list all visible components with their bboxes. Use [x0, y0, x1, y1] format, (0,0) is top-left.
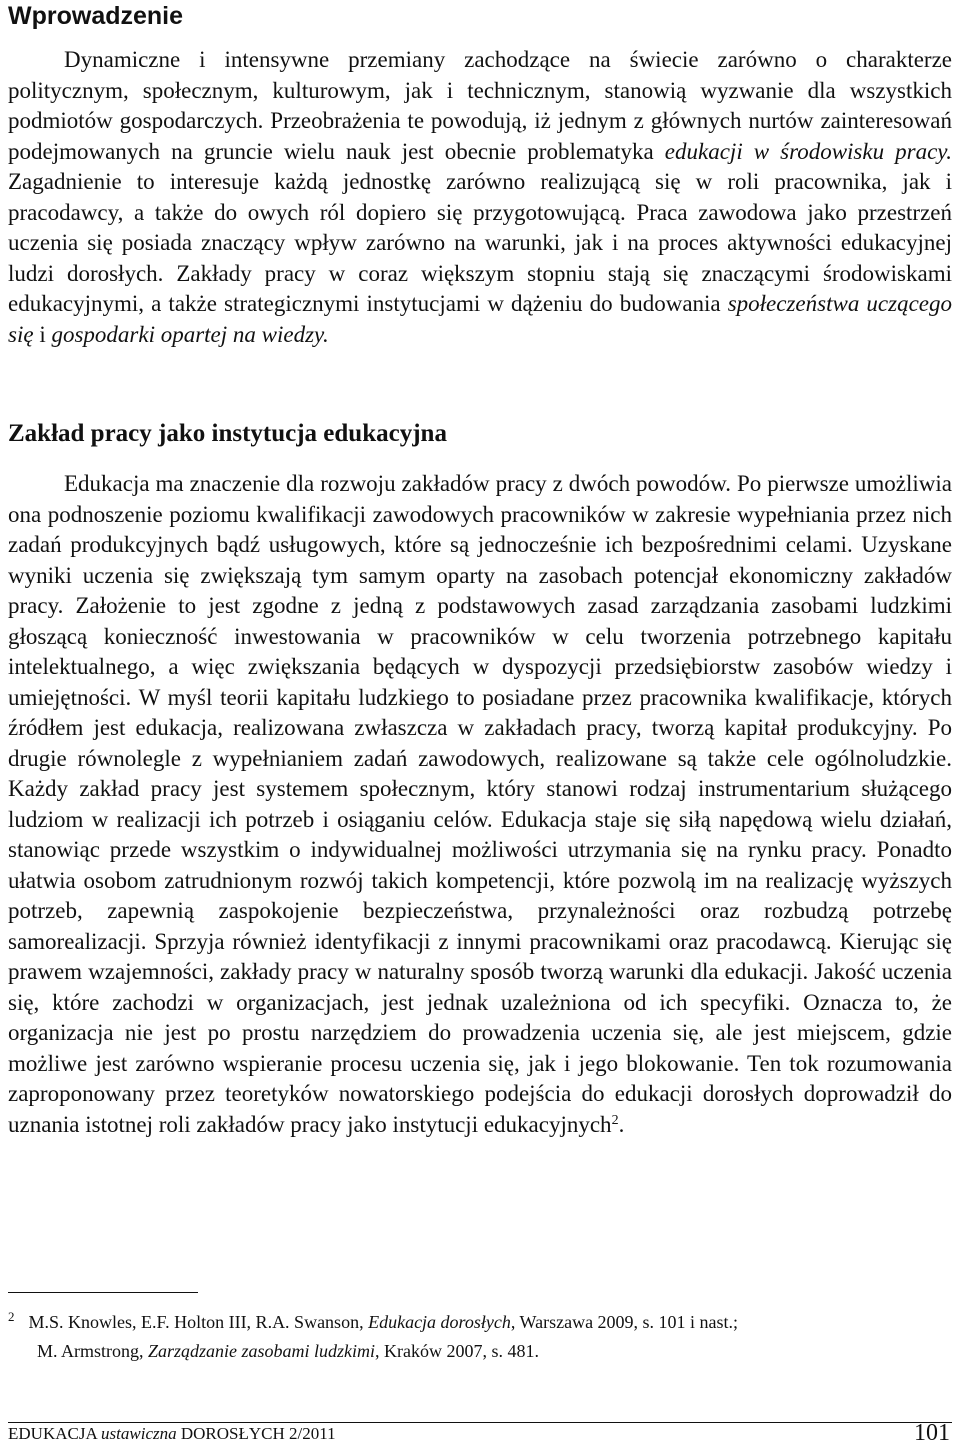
text-run: , Warszawa 2009, s. 101 i nast.; [510, 1312, 739, 1332]
footnote [8, 1302, 952, 1366]
text-run: EDUKACJA [8, 1424, 102, 1443]
text-run: DOROSŁYCH 2/2011 [176, 1424, 336, 1443]
footnote-continuation [8, 1337, 952, 1366]
journal-name [8, 1424, 336, 1444]
italic-term: gospodarki opartej na wiedzy. [51, 321, 329, 347]
text-run: Zagadnienie to interesuje każdą jednostkę zarówno realizującą się w roli pracownika, jak i pracodawcy, a także do owych ról dopiero się przygotowującą. Praca zawodowa jako przestrzeń uczenia się posiada znaczący wpływ zarówno na warunki, jak i na proces aktywności edukacyjnej ludzi dorosłych. Zakłady pracy w coraz większym stopniu stają się znaczącymi środowiskami edukacyjnymi, a także strategicznymi instytucjami w dążeniu do budowania [8, 169, 952, 316]
page-number: 101 [914, 1420, 950, 1446]
section-heading: Wprowadzenie [8, 2, 184, 30]
text-run: Edukacja ma znaczenie dla rozwoju zakładów pracy z dwóch powodów. Po pierwsze umożliwia ona podnoszenie poziomu kwalifikacji zawodowych pracowników w zakresie wypełniania przez nich zadań produkcyjnych bądź usługowych, które są jednocześnie ich bezpośrednimi celami. Uzyskane wyniki uczenia się zwiększają tym samym oparty na zasobach potencjał ekonomiczny zakładów pracy. Założenie to jest zgodne z jedną z podstawowych zasad zarządzania zasobami ludzkimi głoszącą konieczność inwestowania w pracowników w celu tworzenia potrzebnego kapitału intelektualnego, a więc zwiększania będących w dyspozycji przedsiębiorstw zasobów wiedzy i umiejętności. W myśl teorii kapitału ludzkiego to posiadane przez pracownika kwalifikacje, których źródłem jest edukacja, realizowana zwłaszcza w zakładach pracy, tworzą kapitał produkcyjny. Po drugie równolegle z wypełnianiem zadań zawodowych, realizowane są także cele ogólnoludzkie. Każdy zakład pracy jest systemem społecznym, który stanowi rodzaj instrumentarium służącego ludziom w realizacji ich potrzeb i osiąganiu celów. Edukacja staje się siłą napędową wielu działań, stanowiąc przede wszystkim o indywidualnej możliwości utrzymania się na rynku pracy. Ponadto ułatwia osobom zatrudnionym rozwój takich kompetencji, które pozwolą im na realizację wyższych potrzeb, zapewnią zaspokojenie bezpieczeństwa, przynależności oraz rozbudzą potrzebę samorealizacji. Sprzyja również identyfikacji z innymi pracownikami oraz pracodawcą. Kierując się prawem wzajemności, zakłady pracy w naturalny sposób tworzą warunki dla edukacji. Jakość uczenia się, które zachodzi w organizacjach, jest jednak uzależniona od ich specyfiki. Oznacza to, że organizacja nie jest po prostu narzędziem do prowadzenia uczenia się, ale jest miejscem, gdzie możliwe jest zarówno wspieranie procesu uczenia się, jak i jego blokowanie. Ten tok rozumowania zaproponowany przez teoretyków nowatorskiego podejścia do edukacji dorosłych doprowadził do uznania istotnej roli zakładów pracy jako instytucji edukacyjnych [8, 471, 952, 1137]
footnote-marker: 2 [8, 1309, 15, 1324]
italic-title: Zarządzanie zasobami ludzkimi [148, 1341, 376, 1361]
intro-paragraph [8, 45, 952, 350]
text-run: i [33, 321, 52, 347]
italic-term: edukacji w środowisku pracy. [664, 138, 952, 164]
italic-title: Edukacja dorosłych [368, 1312, 511, 1332]
footer-divider [8, 1422, 952, 1423]
footnote-divider [8, 1292, 198, 1293]
text-run: M.S. Knowles, E.F. Holton III, R.A. Swanson, [28, 1312, 369, 1332]
text-run: , Kraków 2007, s. 481. [375, 1341, 540, 1361]
italic-word: ustawiczna [101, 1424, 177, 1443]
body-paragraph [8, 469, 952, 1140]
subheading: Zakład pracy jako instytucja edukacyjna [8, 420, 447, 447]
text-run: Dynamiczne i intensywne przemiany zachodzące na świecie zarówno o charakterze politycznym, społecznym, kulturowym, jak i technicznym, stanowią wyzwanie dla wszystkich podmiotów gospodarczych. Przeobrażenia te powodują, iż jednym z głównych nurtów zainteresowań podejmowanych na gruncie wielu nauk jest obecnie problematyka [8, 47, 952, 164]
italic-term: społeczeństwa uczącego się [8, 291, 952, 347]
footnote-reference: 2 [611, 1112, 619, 1128]
text-run: . [618, 1111, 625, 1137]
text-run: M. Armstrong, [37, 1341, 149, 1361]
